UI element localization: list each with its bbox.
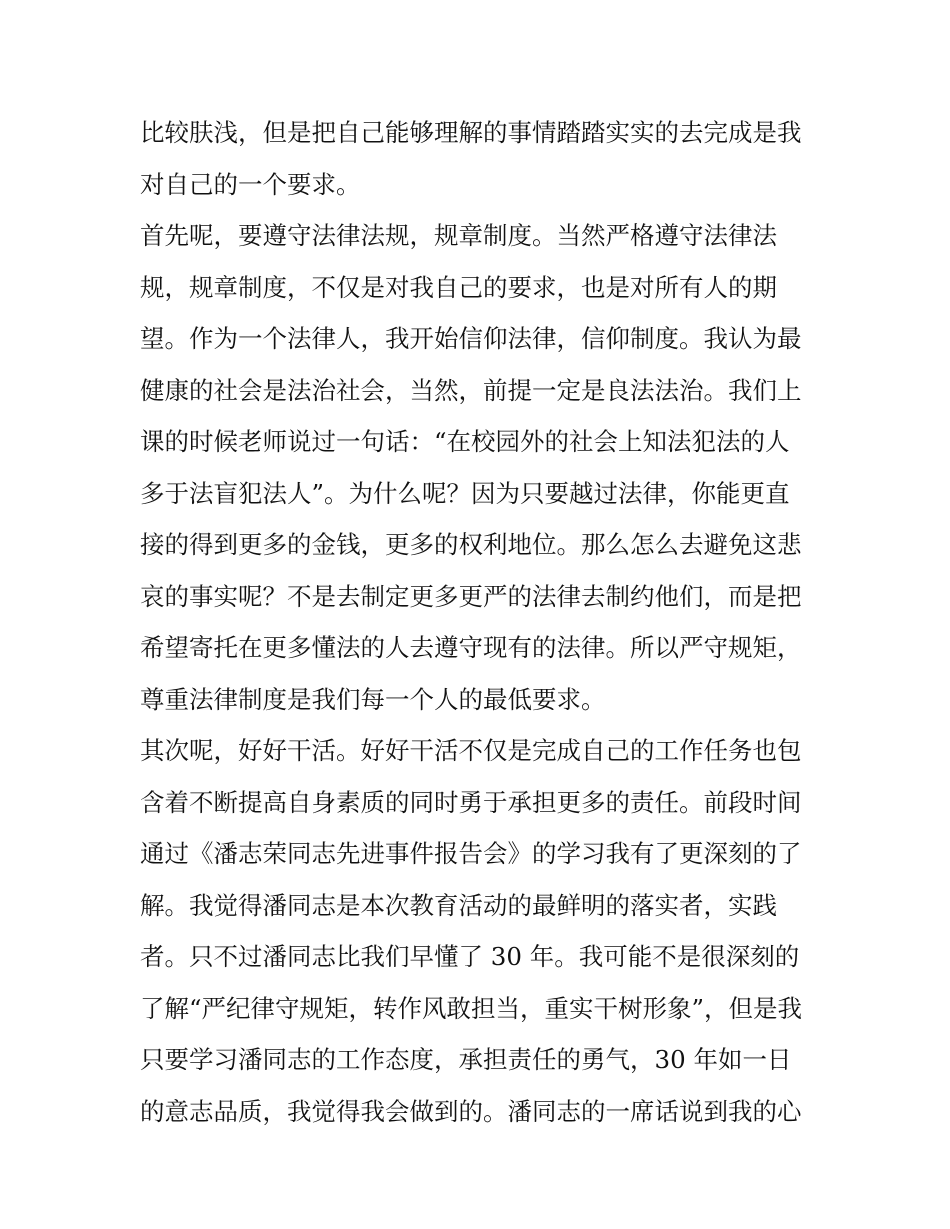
text-line: 望。作为一个法律人，我开始信仰法律，信仰制度。我认为最 bbox=[140, 324, 802, 353]
text-line: 了解“严纪律守规矩，转作风敢担当，重实干树形象”，但是我 bbox=[140, 993, 803, 1023]
text-line: 对自己的一个要求。 bbox=[140, 169, 361, 199]
text-line: 健康的社会是法治社会，当然，前提一定是良法法治。我们上 bbox=[140, 375, 802, 405]
text-line: 只要学习潘同志的工作态度，承担责任的勇气，30 年如一日 bbox=[140, 1045, 792, 1074]
text-line: 通过《潘志荣同志先进事件报告会》的学习我有了更深刻的了 bbox=[140, 839, 802, 868]
text-line: 者。只不过潘同志比我们早懂了 30 年。我可能不是很深刻的 bbox=[140, 942, 800, 971]
text-line: 接的得到更多的金钱，更多的权利地位。那么怎么去避免这悲 bbox=[140, 530, 802, 559]
text-line: 希望寄托在更多懂法的人去遵守现有的法律。所以严守规矩， bbox=[140, 633, 802, 662]
text-line: 课的时候老师说过一句话：“在校园外的社会上知法犯法的人 bbox=[140, 427, 790, 456]
text-line: 尊重法律制度是我们每一个人的最低要求。 bbox=[140, 684, 606, 714]
text-line: 多于法盲犯法人”。为什么呢？因为只要越过法律，你能更直 bbox=[140, 478, 790, 508]
text-line: 比较肤浅，但是把自己能够理解的事情踏踏实实的去完成是我 bbox=[140, 118, 802, 147]
text-line: 解。我觉得潘同志是本次教育活动的最鲜明的落实者，实践 bbox=[140, 890, 777, 920]
text-line: 首先呢，要遵守法律法规，规章制度。当然严格遵守法律法 bbox=[140, 221, 777, 250]
text-line: 哀的事实呢？不是去制定更多更严的法律去制约他们，而是把 bbox=[140, 581, 802, 611]
text-line: 其次呢，好好干活。好好干活不仅是完成自己的工作任务也包 bbox=[140, 736, 802, 765]
text-line: 含着不断提高自身素质的同时勇于承担更多的责任。前段时间 bbox=[140, 787, 802, 817]
document-body-text bbox=[140, 107, 820, 1137]
text-line: 规，规章制度，不仅是对我自己的要求，也是对所有人的期 bbox=[140, 272, 777, 302]
text-line: 的意志品质，我觉得我会做到的。潘同志的一席话说到我的心 bbox=[140, 1096, 802, 1126]
